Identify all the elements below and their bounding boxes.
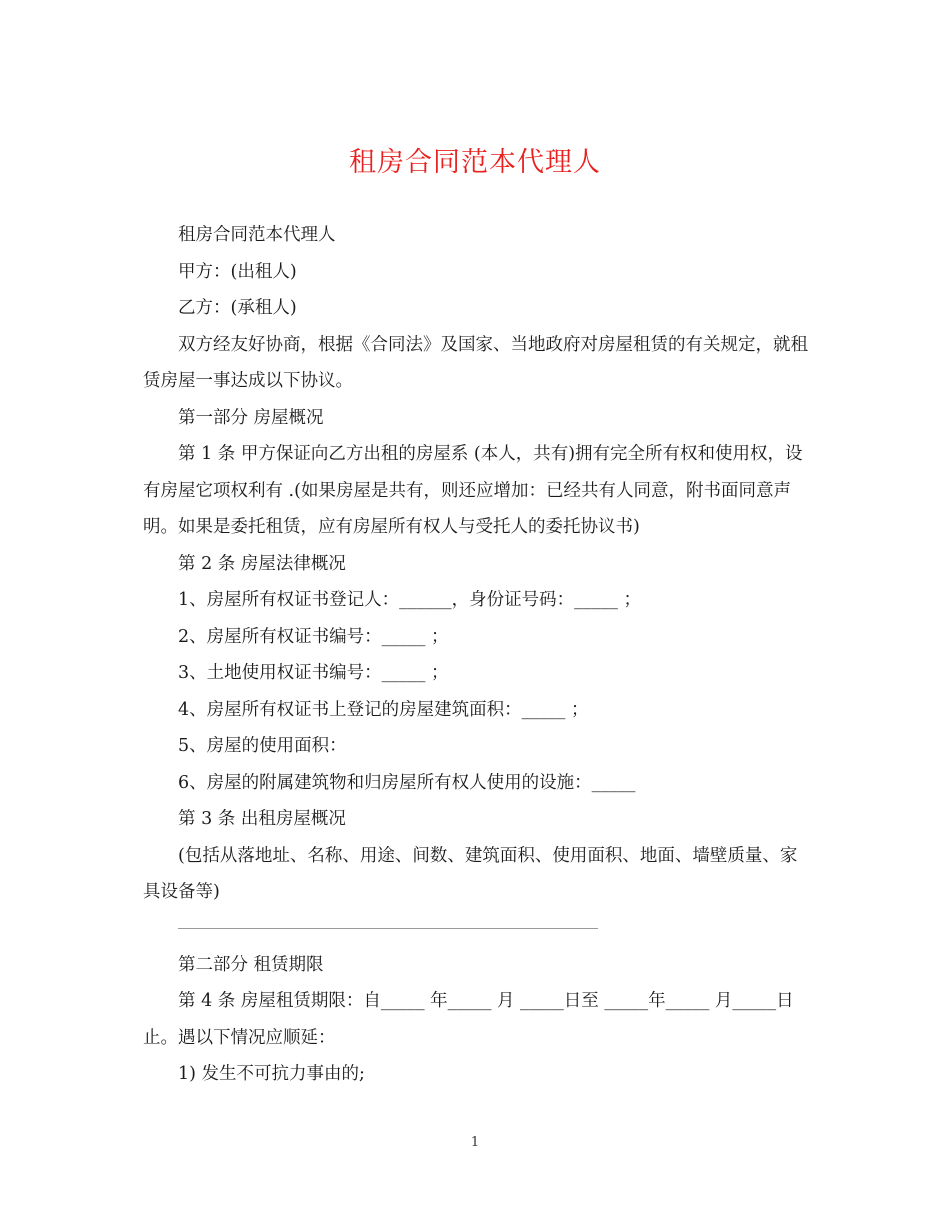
paragraph-article-4: 第 4 条 房屋租赁期限：自_____ 年_____ 月 _____日至 _____年_____ 月_____日止。遇以下情况应顺延： (143, 991, 794, 1048)
page-number: 1 (470, 1135, 480, 1150)
section-heading-part-2: 第二部分 租赁期限 (178, 954, 324, 975)
list-item: 5、房屋的使用面积： (178, 736, 347, 756)
article-2-heading: 第 2 条 房屋法律概况 (178, 553, 346, 574)
paragraph-party-b: 乙方：(承租人) (178, 298, 297, 318)
paragraph-article-3-detail: (包括从落地址、名称、用途、间数、建筑面积、使用面积、地面、墙壁质量、家具设备等) (143, 845, 798, 902)
document-body (143, 217, 808, 1093)
list-item: 2、房屋所有权证书编号：_____ ； (178, 626, 449, 647)
article-3-heading: 第 3 条 出租房屋概况 (178, 809, 346, 829)
document-title: 租房合同范本代理人 (349, 147, 601, 178)
paragraph-party-a: 甲方：(出租人) (178, 261, 297, 282)
list-item: 3、土地使用权证书编号：_____ ； (178, 663, 449, 683)
paragraph-heading: 租房合同范本代理人 (178, 225, 336, 245)
list-item: 6、房屋的附属建筑物和归房屋所有权人使用的设施：_____ (178, 772, 636, 793)
list-item: 4、房屋所有权证书上登记的房屋建筑面积：_____ ； (178, 699, 589, 720)
list-item: 1) 发生不可抗力事由的; (178, 1064, 365, 1084)
section-heading-part-1: 第一部分 房屋概况 (178, 407, 324, 428)
paragraph-preamble: 双方经友好协商，根据《合同法》及国家、当地政府对房屋租赁的有关规定，就租赁房屋一事达成以下协议。 (143, 334, 808, 391)
list-item: 1、房屋所有权证书登记人：______，身份证号码：_____ ； (178, 590, 641, 610)
paragraph-article-1: 第 1 条 甲方保证向乙方出租的房屋系 (本人，共有)拥有完全所有权和使用权，设有房屋它项权利有 .(如果房屋是共有，则还应增加：已经共有人同意，附书面同意声明。如果是委托租赁，应有房屋所有权人与受托人的委托协议书) (143, 444, 803, 537)
fill-in-line (178, 928, 598, 929)
